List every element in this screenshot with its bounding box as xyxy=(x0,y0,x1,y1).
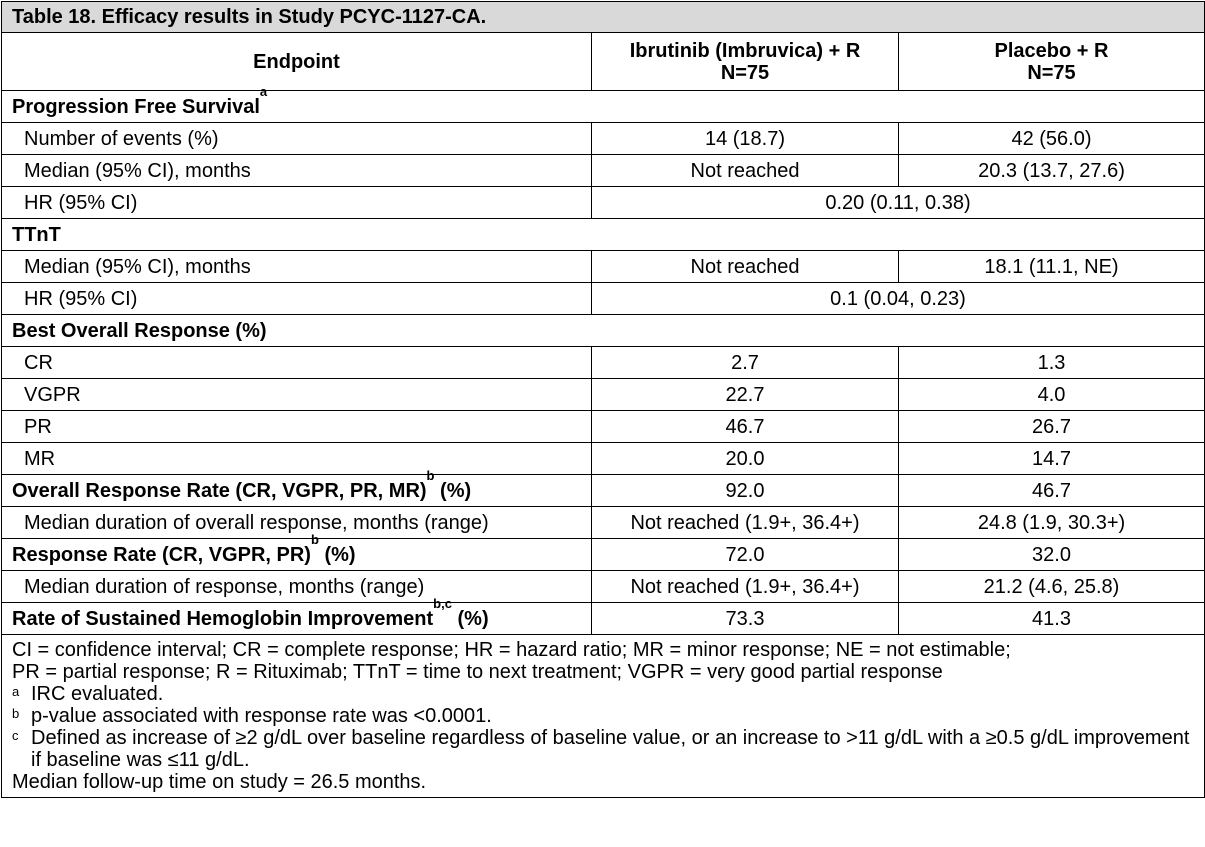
row-label: HR (95% CI) xyxy=(2,283,592,315)
table-header-row xyxy=(2,33,1205,91)
table-row xyxy=(2,283,1205,315)
efficacy-table xyxy=(1,1,1205,798)
cell-arm2: 24.8 (1.9, 30.3+) xyxy=(899,507,1205,539)
table-row xyxy=(2,251,1205,283)
table-row xyxy=(2,507,1205,539)
row-label: Number of events (%) xyxy=(2,123,592,155)
row-label: VGPR xyxy=(2,379,592,411)
table-row xyxy=(2,315,1205,347)
cell-arm1: Not reached (1.9+, 36.4+) xyxy=(592,507,899,539)
cell-arm2: 21.2 (4.6, 25.8) xyxy=(899,571,1205,603)
section-bor: Best Overall Response (%) xyxy=(2,315,1205,347)
cell-arm2: 18.1 (11.1, NE) xyxy=(899,251,1205,283)
footnote-mark: b xyxy=(12,706,20,721)
cell-arm1: 72.0 xyxy=(592,539,899,571)
footnote-ref: b xyxy=(426,467,435,483)
table-row xyxy=(2,379,1205,411)
cell-arm1: Not reached xyxy=(592,251,899,283)
table-row xyxy=(2,411,1205,443)
footnote-ref: a xyxy=(259,83,268,99)
footnotes xyxy=(2,635,1205,798)
cell-arm2: 1.3 xyxy=(899,347,1205,379)
footnote-c xyxy=(12,727,1194,771)
row-label: CR xyxy=(2,347,592,379)
table-row xyxy=(2,571,1205,603)
section-orr: Overall Response Rate (CR, VGPR, PR, MR)$^b$ (%) xyxy=(2,475,592,507)
cell-arm2: 46.7 xyxy=(899,475,1205,507)
footnote-text: IRC evaluated. xyxy=(31,683,164,705)
cell-arm1: 73.3 xyxy=(592,603,899,635)
footnote-ref: b,c xyxy=(433,595,452,611)
table-row xyxy=(2,155,1205,187)
header-arm-ibrutinib xyxy=(592,33,899,91)
arm2-name: Placebo + R xyxy=(994,39,1109,62)
cell-arm1: 92.0 xyxy=(592,475,899,507)
cell-arm1: Not reached xyxy=(592,155,899,187)
cell-arm1: 2.7 xyxy=(592,347,899,379)
footnote-text: p-value associated with response rate was <0.0001. xyxy=(31,705,492,727)
footnote-mark: a xyxy=(12,684,20,699)
table-row xyxy=(2,539,1205,571)
arm1-name: Ibrutinib (Imbruvica) + R xyxy=(629,39,861,62)
row-label: Median duration of overall response, months (range) xyxy=(2,507,592,539)
row-label: Median (95% CI), months xyxy=(2,251,592,283)
cell-arm1: 20.0 xyxy=(592,443,899,475)
section-rr: Response Rate (CR, VGPR, PR)$^b$ (%) xyxy=(2,539,592,571)
header-endpoint: Endpoint xyxy=(2,33,592,91)
header-arm-placebo xyxy=(899,33,1205,91)
row-label: PR xyxy=(2,411,592,443)
section-pfs: Progression Free Survival$^a$ xyxy=(2,91,1205,123)
cell-arm2: 42 (56.0) xyxy=(899,123,1205,155)
cell-arm1: 46.7 xyxy=(592,411,899,443)
cell-arm2: 4.0 xyxy=(899,379,1205,411)
cell-arm2: 20.3 (13.7, 27.6) xyxy=(899,155,1205,187)
table-row xyxy=(2,347,1205,379)
footnote-ref: b xyxy=(310,531,319,547)
cell-hr: 0.20 (0.11, 0.38) xyxy=(592,187,1205,219)
table-row xyxy=(2,635,1205,798)
cell-arm1: 14 (18.7) xyxy=(592,123,899,155)
row-label: MR xyxy=(2,443,592,475)
footnote-a xyxy=(12,683,1194,705)
abbreviations-line-1: CI = confidence interval; CR = complete response; HR = hazard ratio; MR = minor response; NE = not estimable; xyxy=(12,639,1011,661)
section-hgb: Rate of Sustained Hemoglobin Improvement$^{b,c}$ (%) xyxy=(2,603,592,635)
cell-arm2: 14.7 xyxy=(899,443,1205,475)
table-row xyxy=(2,443,1205,475)
followup-note: Median follow-up time on study = 26.5 months. xyxy=(12,771,427,793)
footnote-b xyxy=(12,705,1194,727)
table-row xyxy=(2,475,1205,507)
table-row xyxy=(2,603,1205,635)
table-row xyxy=(2,91,1205,123)
abbreviations-line-2: PR = partial response; R = Rituximab; TTnT = time to next treatment; VGPR = very good partial response xyxy=(12,661,943,683)
row-label: HR (95% CI) xyxy=(2,187,592,219)
cell-arm2: 26.7 xyxy=(899,411,1205,443)
cell-arm2: 32.0 xyxy=(899,539,1205,571)
arm2-n: N=75 xyxy=(1027,61,1076,84)
table-row xyxy=(2,187,1205,219)
footnote-mark: c xyxy=(12,728,19,743)
cell-hr: 0.1 (0.04, 0.23) xyxy=(592,283,1205,315)
section-ttnt: TTnT xyxy=(2,219,1205,251)
arm1-n: N=75 xyxy=(720,61,770,84)
cell-arm1: 22.7 xyxy=(592,379,899,411)
table-title: Table 18. Efficacy results in Study PCYC-1127-CA. xyxy=(2,2,1205,33)
cell-arm1: Not reached (1.9+, 36.4+) xyxy=(592,571,899,603)
table-row xyxy=(2,219,1205,251)
cell-arm2: 41.3 xyxy=(899,603,1205,635)
footnote-text: Defined as increase of ≥2 g/dL over baseline regardless of baseline value, or an increase to >11 g/dL with a ≥0.5 g/dL improvement if baseline was ≤11 g/dL. xyxy=(31,727,1190,771)
table-row xyxy=(2,123,1205,155)
row-label: Median duration of response, months (range) xyxy=(2,571,592,603)
row-label: Median (95% CI), months xyxy=(2,155,592,187)
